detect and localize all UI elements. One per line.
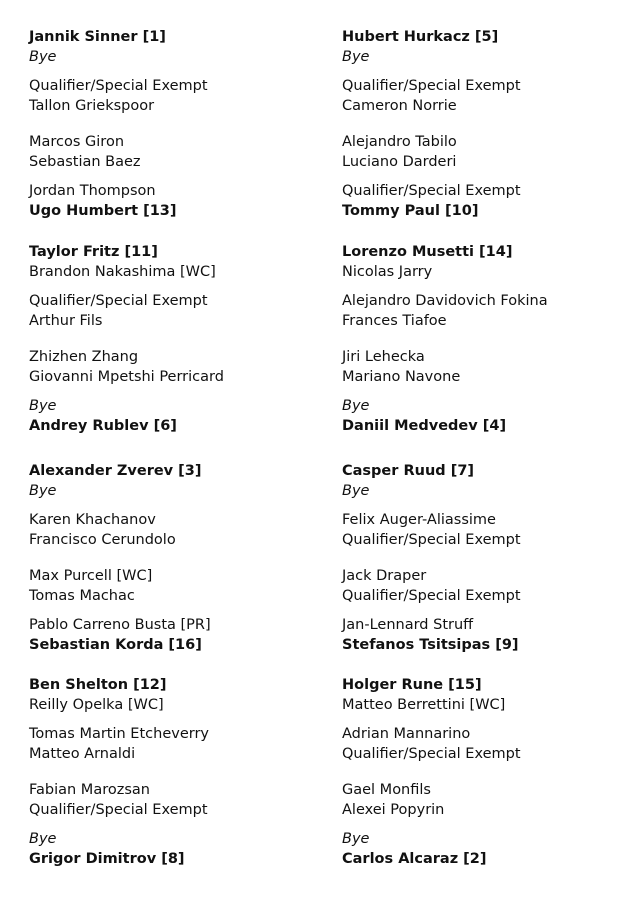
player-entry: Tomas Martin Etcheverry xyxy=(29,726,209,742)
player-entry: Francisco Cerundolo xyxy=(29,532,176,548)
player-entry: Sebastian Baez xyxy=(29,154,141,170)
player-entry: Pablo Carreno Busta [PR] xyxy=(29,617,211,633)
player-entry: Giovanni Mpetshi Perricard xyxy=(29,369,224,385)
player-entry: Tallon Griekspoor xyxy=(29,98,155,114)
player-entry: Jack Draper xyxy=(342,568,427,584)
player-entry: Frances Tiafoe xyxy=(342,313,447,329)
player-entry: Qualifier/Special Exempt xyxy=(29,293,208,309)
bye-entry: Bye xyxy=(342,831,370,847)
seeded-player: Stefanos Tsitsipas [9] xyxy=(342,637,519,653)
player-entry: Felix Auger-Aliassime xyxy=(342,512,496,528)
player-entry: Alejandro Davidovich Fokina xyxy=(342,293,548,309)
player-entry: Qualifier/Special Exempt xyxy=(342,532,521,548)
player-entry: Karen Khachanov xyxy=(29,512,156,528)
player-entry: Nicolas Jarry xyxy=(342,264,433,280)
seeded-player: Carlos Alcaraz [2] xyxy=(342,851,487,867)
player-entry: Alejandro Tabilo xyxy=(342,134,457,150)
player-entry: Qualifier/Special Exempt xyxy=(342,746,521,762)
seeded-player: Ben Shelton [12] xyxy=(29,677,167,693)
player-entry: Adrian Mannarino xyxy=(342,726,471,742)
seeded-player: Hubert Hurkacz [5] xyxy=(342,29,499,45)
player-entry: Jiri Lehecka xyxy=(342,349,425,365)
seeded-player: Lorenzo Musetti [14] xyxy=(342,244,513,260)
bye-entry: Bye xyxy=(29,831,57,847)
seeded-player: Casper Ruud [7] xyxy=(342,463,475,479)
player-entry: Tomas Machac xyxy=(29,588,135,604)
seeded-player: Daniil Medvedev [4] xyxy=(342,418,507,434)
player-entry: Brandon Nakashima [WC] xyxy=(29,264,216,280)
bye-entry: Bye xyxy=(342,398,370,414)
seeded-player: Taylor Fritz [11] xyxy=(29,244,158,260)
player-entry: Gael Monfils xyxy=(342,782,431,798)
player-entry: Luciano Darderi xyxy=(342,154,457,170)
seeded-player: Jannik Sinner [1] xyxy=(29,29,166,45)
player-entry: Qualifier/Special Exempt xyxy=(342,588,521,604)
seeded-player: Ugo Humbert [13] xyxy=(29,203,177,219)
seeded-player: Tommy Paul [10] xyxy=(342,203,479,219)
player-entry: Matteo Arnaldi xyxy=(29,746,136,762)
player-entry: Mariano Navone xyxy=(342,369,461,385)
player-entry: Marcos Giron xyxy=(29,134,125,150)
player-entry: Cameron Norrie xyxy=(342,98,457,114)
bye-entry: Bye xyxy=(342,49,370,65)
seeded-player: Sebastian Korda [16] xyxy=(29,637,202,653)
player-entry: Fabian Marozsan xyxy=(29,782,150,798)
player-entry: Qualifier/Special Exempt xyxy=(29,78,208,94)
player-entry: Jan-Lennard Struff xyxy=(342,617,474,633)
bye-entry: Bye xyxy=(29,398,57,414)
seeded-player: Andrey Rublev [6] xyxy=(29,418,177,434)
player-entry: Matteo Berrettini [WC] xyxy=(342,697,506,713)
player-entry: Qualifier/Special Exempt xyxy=(342,78,521,94)
player-entry: Arthur Fils xyxy=(29,313,103,329)
bye-entry: Bye xyxy=(29,483,57,499)
seeded-player: Grigor Dimitrov [8] xyxy=(29,851,185,867)
player-entry: Qualifier/Special Exempt xyxy=(29,802,208,818)
player-entry: Reilly Opelka [WC] xyxy=(29,697,164,713)
player-entry: Qualifier/Special Exempt xyxy=(342,183,521,199)
player-entry: Max Purcell [WC] xyxy=(29,568,153,584)
bye-entry: Bye xyxy=(342,483,370,499)
player-entry: Alexei Popyrin xyxy=(342,802,445,818)
bye-entry: Bye xyxy=(29,49,57,65)
player-entry: Zhizhen Zhang xyxy=(29,349,139,365)
seeded-player: Holger Rune [15] xyxy=(342,677,482,693)
player-entry: Jordan Thompson xyxy=(29,183,156,199)
seeded-player: Alexander Zverev [3] xyxy=(29,463,202,479)
